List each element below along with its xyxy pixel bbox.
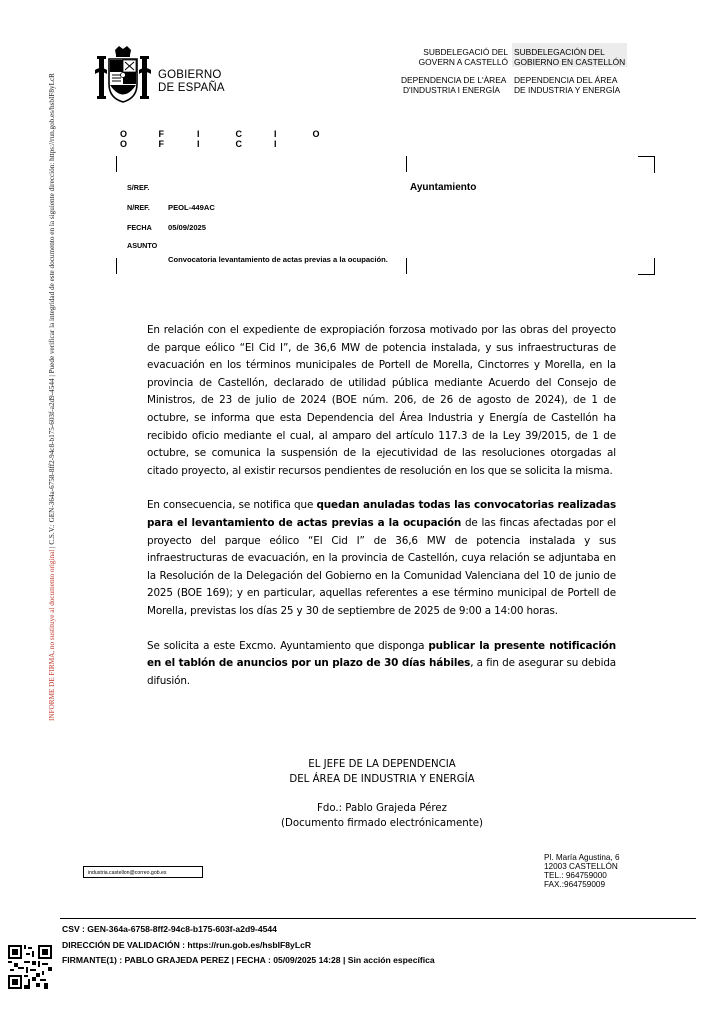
nref-value: PEOL-449AC (168, 203, 215, 212)
footer-signer: FIRMANTE(1) : PABLO GRAJEDA PEREZ | FECHA : 05/09/2025 14:28 | Sin acción específica (62, 955, 435, 965)
fecha-value: 05/09/2025 (168, 223, 207, 232)
address-box-corner-tl (406, 156, 407, 172)
fecha-label: FECHA (127, 223, 152, 232)
body-paragraph-3: Se solicita a este Excmo. Ayuntamiento que disponga publicar la presente notificación en el tablón de anuncios por un plazo de 30 días hábiles, a fin de asegurar su debida difusión. (147, 639, 617, 687)
header-ca-dependencia: DEPENDENCIA DE L'ÀREA D'INDUSTRIA I ENERGÍA (401, 75, 507, 95)
ref-box-corner-bl (116, 258, 117, 274)
email-box (83, 866, 203, 878)
body-paragraph-2: En consecuencia, se notifica que quedan anuladas todas las convocatorias realizadas para el levantamiento de actas previas a la ocupación de las fincas afectadas por el proyecto del parque eólico “El Cid I” de 36,6 MW de potencia instalada y sus infraestructuras de evacuación, en la provincia de Castellón, cuya relación se adjuntaba en la Resolución de la Delegación del Gobierno en la Comunidad Valenciana del 10 de junio de 2025 (BOE 169); y en particular, aquellas referentes a ese término municipal de Portell de Morella, previstas los días 25 y 30 de septiembre de 2025 de 9:00 a 14:00 horas. (147, 499, 616, 617)
nref-label: N/REF. (127, 203, 150, 212)
side-note-csv: | C.S.V.: GEN-364a-6758-8ff2-94c8-b175-603f-a2d9-4544 | Puede verificar la integridad de este documento en la siguiente dirección: https://run.gob.es/hsbIF8yLcR (48, 73, 56, 550)
letter-body (147, 322, 616, 707)
signature-title-1: EL JEFE DE LA DEPENDENCIA (308, 759, 456, 770)
body-paragraph-1: En relación con el expediente de expropiación forzosa motivado por las obras del proyecto de parque eólico “El Cid I”, de 36,6 MW de potencia instalada, y sus infraestructuras de evacuación en los términos municipales de Portell de Morella, Cinctorres y Morella, en la provincia de Castellón, declarado de utilidad pública mediante Acuerdo del Consejo de Ministros, de 23 de julio de 2024 (BOE núm. 206, de 26 de agosto de 2024), de 1 de octubre, se informa que esta Dependencia del Área Industria y Energía de Castellón ha recibido oficio mediante el cual, al amparo del artículo 117.3 de la Ley 39/2015, de 1 de octubre, se comunica la suspensión de la ejecutividad de las resoluciones otorgadas al citado proyecto, al existir recursos pendientes de resolución en los que se solicita la misma. (147, 324, 616, 477)
oficio-line-2: O F I C I (120, 139, 277, 149)
footer-csv: CSV : GEN-364a-6758-8ff2-94c8-b175-603f-a2d9-4544 (62, 924, 277, 934)
footer-divider (60, 918, 696, 919)
address-box-corner-bl (406, 258, 407, 274)
sref-label: S/REF. (127, 183, 150, 192)
logo-line-2: DE ESPAÑA (158, 82, 225, 94)
address-block: Pl. María Agustina, 6 12003 CASTELLÓN TEL.: 964759000 FAX.:964759009 (544, 853, 620, 889)
header-es-subdelegacion: SUBDELEGACIÓN DEL GOBIERNO EN CASTELLÓN (512, 43, 627, 67)
footer-info (62, 922, 435, 969)
address-box-corner-br (638, 258, 655, 275)
address-box-corner-tr (638, 156, 655, 173)
ref-box-corner-tl (116, 156, 117, 172)
oficio-title (120, 129, 351, 149)
footer-validation-url[interactable]: DIRECCIÓN DE VALIDACIÓN : https://run.gob.es/hsbIF8yLcR (62, 939, 312, 950)
recipient-name: Ayuntamiento (410, 182, 477, 193)
signature-title-2: DEL ÁREA DE INDUSTRIA Y ENERGÍA (289, 774, 475, 785)
logo-line-1: GOBIERNO (158, 69, 222, 81)
side-note-warning: INFORME DE FIRMA, no sustituye al documento original (48, 549, 56, 721)
signature-name: Fdo.: Pablo Grajeda Pérez (317, 803, 447, 814)
signature-note: (Documento firmado electrónicamente) (281, 818, 483, 829)
coat-of-arms-icon (95, 44, 151, 108)
header-es-dependencia: DEPENDENCIA DEL ÁREA DE INDUSTRIA Y ENERGÍA (514, 75, 621, 95)
qr-code-icon (8, 945, 52, 989)
asunto-label: ASUNTO (127, 241, 158, 250)
side-verification-note (48, 61, 56, 721)
email-text: industria.castellon@correo.gob.es (88, 870, 167, 876)
asunto-value: Convocatoria levantamiento de actas previas a la ocupación. (168, 255, 388, 264)
signature-block (232, 757, 532, 831)
government-logo-text (158, 69, 225, 95)
oficio-line-1: O F I C I O (120, 129, 320, 139)
header-ca-subdelegacio: SUBDELEGACIÓ DEL GOVERN A CASTELLÓ (418, 47, 508, 67)
